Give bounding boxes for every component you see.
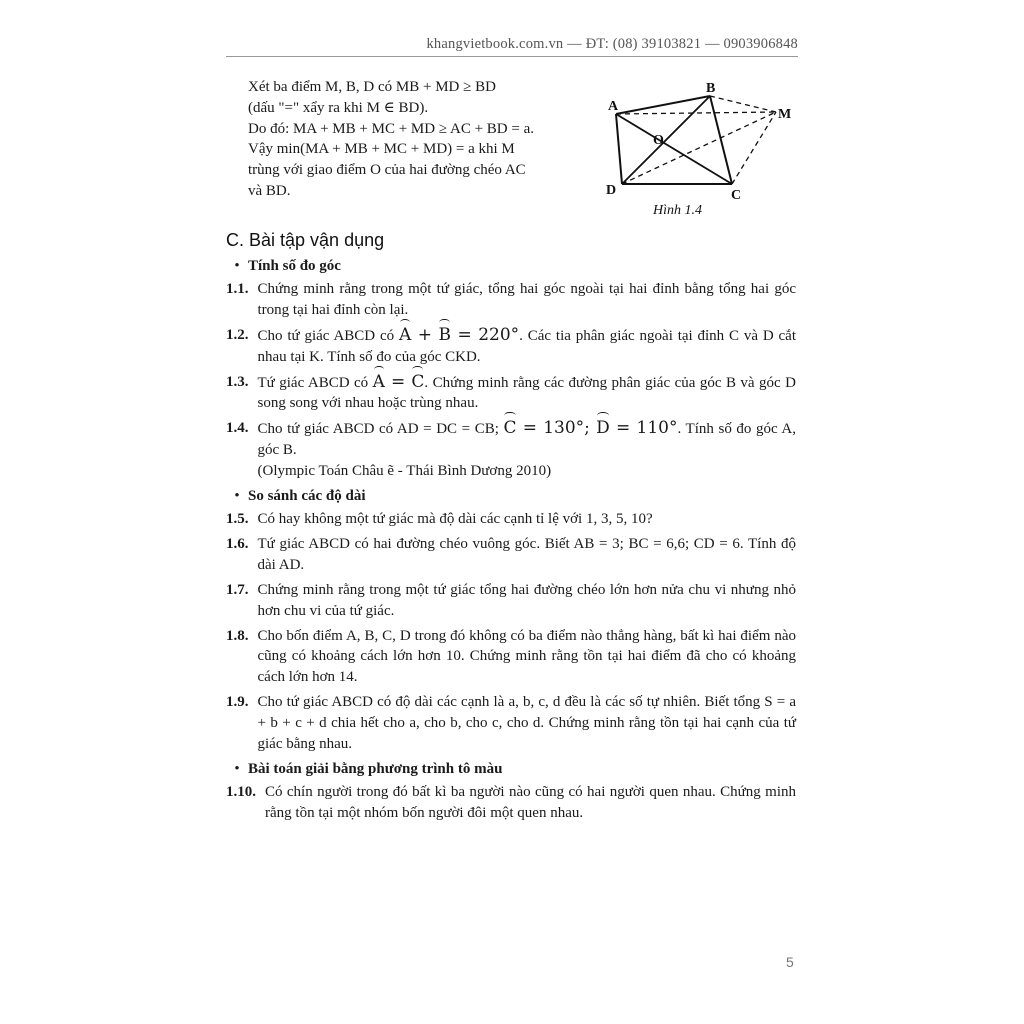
angle-c: C bbox=[503, 418, 517, 439]
text-part: . Các tia phân giác ngoài tại đỉnh C và D cắt nhau tại K. Tính số đo của góc CKD. bbox=[257, 327, 797, 365]
exercise-number: 1.7. bbox=[226, 581, 249, 598]
angle-c: C bbox=[411, 371, 425, 392]
bullet-icon: • bbox=[234, 258, 240, 274]
topic-heading bbox=[226, 256, 796, 277]
exercise-1-10 bbox=[226, 782, 796, 824]
exercise-number: 1.3. bbox=[226, 373, 249, 390]
section-title: C. Bài tập vận dụng bbox=[226, 230, 385, 250]
angle-a: A bbox=[398, 324, 412, 345]
exercise-number: 1.5. bbox=[226, 510, 249, 527]
math-plus: + bbox=[411, 324, 439, 345]
page-header bbox=[226, 36, 798, 57]
exercise-number: 1.2. bbox=[226, 326, 249, 343]
angle-d: D bbox=[596, 418, 610, 439]
bullet-icon: • bbox=[234, 488, 240, 505]
text-part: Cho tứ giác ABCD có AD = DC = CB; bbox=[257, 421, 504, 438]
intro-line: và BD. bbox=[248, 182, 291, 199]
dashed-bm bbox=[710, 96, 776, 112]
label-c: C bbox=[731, 188, 742, 203]
page-number: 5 bbox=[786, 954, 794, 970]
exercise-number: 1.4. bbox=[226, 420, 249, 437]
figure-1-4 bbox=[598, 76, 798, 226]
bullet-icon: • bbox=[234, 760, 240, 777]
exercise-1-4 bbox=[226, 418, 796, 482]
label-b: B bbox=[706, 81, 716, 96]
text-part: . Tính số đo góc A, góc B. bbox=[257, 421, 797, 459]
figure-caption: Hình 1.4 bbox=[653, 203, 702, 218]
math-equals: = bbox=[384, 371, 412, 392]
exercise-number: 1.1. bbox=[226, 280, 249, 297]
exercise-1-3 bbox=[226, 372, 796, 415]
edge-da bbox=[616, 114, 622, 184]
exercise-number: 1.6. bbox=[226, 535, 249, 552]
label-d: D bbox=[606, 183, 617, 198]
angle-c-value: = 130°; bbox=[516, 418, 597, 439]
intro-line: Do đó: MA + MB + MC + MD ≥ AC + BD = a. bbox=[248, 120, 534, 137]
exercise-1-1 bbox=[226, 279, 796, 321]
intro-line: Xét ba điểm M, B, D có MB + MD ≥ BD bbox=[248, 79, 496, 95]
label-o: O bbox=[653, 133, 664, 148]
quadrilateral-diagram bbox=[598, 76, 798, 226]
topic-heading bbox=[226, 486, 796, 507]
dashed-dm bbox=[622, 112, 776, 184]
intro-line: (dấu "=" xẩy ra khi M ∈ BD). bbox=[248, 99, 429, 116]
angle-b: B bbox=[438, 324, 451, 345]
dashed-am bbox=[616, 112, 776, 114]
topic-label: So sánh các độ dài bbox=[248, 488, 366, 505]
exercise-text: Chứng minh rằng trong một tứ giác, tổng hai góc ngoài tại hai đỉnh bằng tổng hai góc trong tại hai đỉnh còn lại. bbox=[257, 280, 796, 318]
exercise-text bbox=[258, 372, 797, 415]
exercise-1-2 bbox=[226, 325, 796, 368]
angle-d-value: = 110° bbox=[609, 418, 678, 439]
exercise-1-5 bbox=[226, 509, 796, 530]
text-part: Cho tứ giác ABCD có bbox=[257, 327, 399, 344]
exercise-text: Tứ giác ABCD có hai đường chéo vuông góc. Biết AB = 3; BC = 6,6; CD = 6. Tính độ dài AD. bbox=[257, 535, 796, 573]
exercise-1-6 bbox=[226, 534, 796, 576]
topic-heading bbox=[226, 759, 796, 780]
exercise-source: (Olympic Toán Châu ẽ - Thái Bình Dương 2010) bbox=[257, 463, 552, 480]
label-a: A bbox=[608, 99, 619, 114]
exercise-text: Có chín người trong đó bất kì ba người nào cũng có hai người quen nhau. Chứng minh rằng tồn tại một nhóm bốn người đôi một quen nhau. bbox=[265, 783, 796, 821]
header-text: khangvietbook.com.vn — ĐT: (08) 39103821 — 0903906848 bbox=[426, 36, 798, 52]
intro-line: Vậy min(MA + MB + MC + MD) = a khi M bbox=[248, 141, 515, 158]
exercise-number: 1.8. bbox=[226, 627, 249, 644]
topic-label: Tính số đo góc bbox=[248, 258, 341, 274]
exercise-text bbox=[258, 418, 797, 482]
exercise-1-7 bbox=[226, 580, 796, 622]
exercise-1-8 bbox=[226, 626, 796, 689]
exercise-number: 1.9. bbox=[226, 694, 249, 711]
topic-label: Bài toán giải bằng phương trình tô màu bbox=[248, 760, 503, 777]
text-part: Tứ giác ABCD có bbox=[257, 374, 373, 391]
exercise-text: Cho bốn điểm A, B, C, D trong đó không có ba điểm nào thẳng hàng, bất kì hai điểm nào cũng có khoảng cách lớn hơn 10. Chứng minh rằng tồn tại hai điểm đã cho có khoảng cách lớn hơn 14. bbox=[257, 627, 796, 686]
math-equals: = 220° bbox=[450, 324, 520, 345]
text-part: . Chứng minh rằng các đường phân giác của góc B và góc D song song với nhau hoặc trùng nhau. bbox=[257, 374, 796, 412]
diagonal-bd bbox=[622, 96, 710, 184]
exercise-text bbox=[258, 325, 797, 368]
exercise-text: Có hay không một tứ giác mà độ dài các cạnh tỉ lệ với 1, 3, 5, 10? bbox=[257, 510, 653, 527]
exercise-list bbox=[226, 256, 796, 828]
edge-bc bbox=[710, 96, 732, 184]
exercise-text: Chứng minh rằng trong một tứ giác tổng hai đường chéo lớn hơn nửa chu vi nhưng nhỏ hơn chu vi của tứ giác. bbox=[257, 581, 796, 619]
exercise-1-9 bbox=[226, 692, 796, 755]
label-m: M bbox=[778, 107, 792, 122]
intro-line: trùng với giao điểm O của hai đường chéo AC bbox=[248, 162, 526, 179]
angle-a: A bbox=[372, 371, 385, 392]
intro-paragraph bbox=[248, 77, 588, 202]
exercise-number: 1.10. bbox=[226, 783, 256, 800]
exercise-text: Cho tứ giác ABCD có độ dài các cạnh là a, b, c, d đều là các số tự nhiên. Biết tổng S = a + b + c + d chia hết cho a, cho b, cho c, cho d. Chứng minh rằng tồn tại hai cạnh của tứ giác bằng nhau. bbox=[257, 694, 796, 753]
